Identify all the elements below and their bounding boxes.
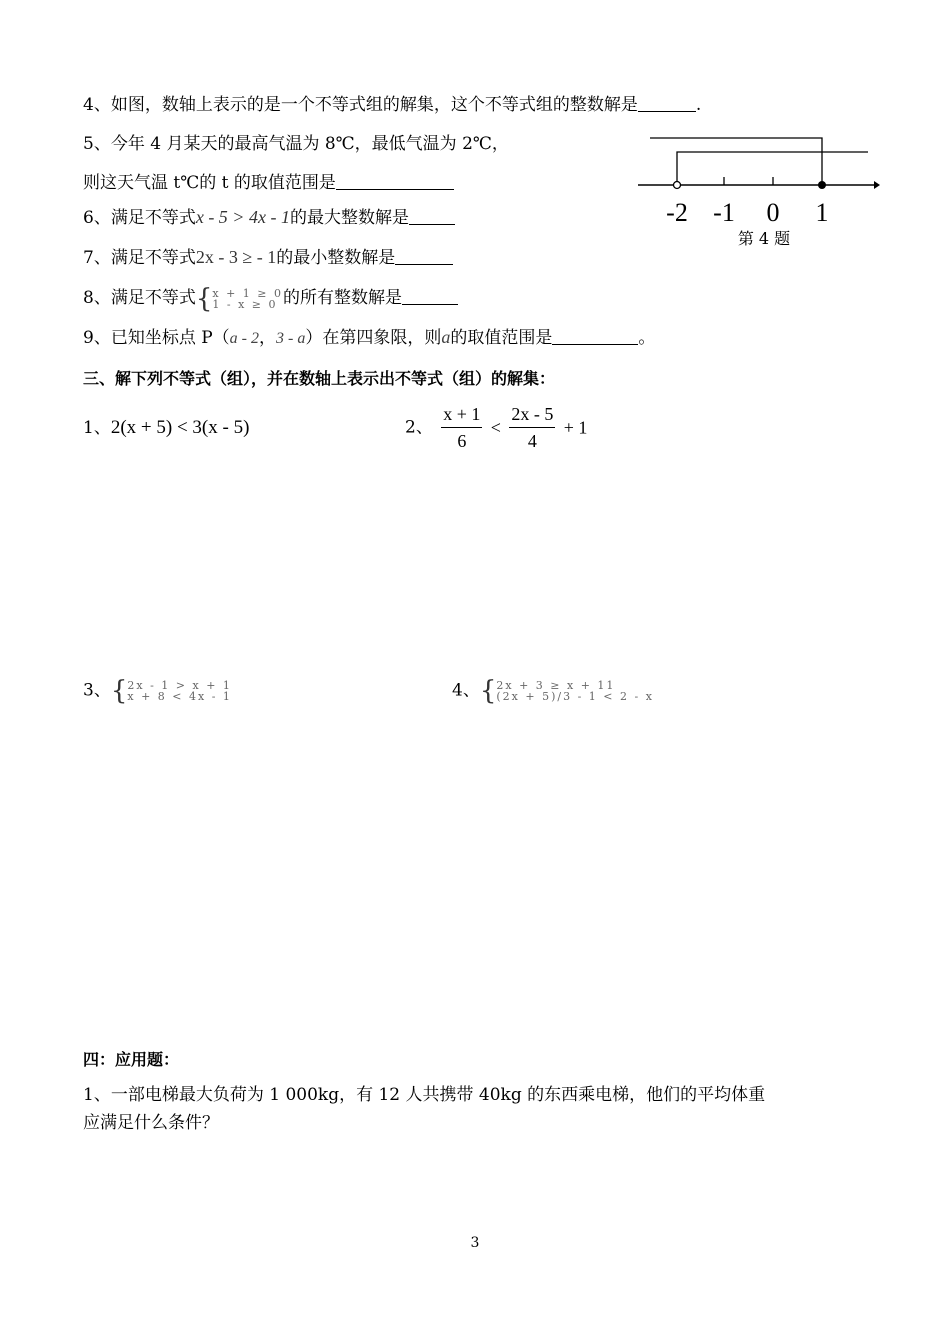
answer-blank bbox=[638, 95, 696, 112]
question-7 bbox=[83, 246, 453, 269]
axis-arrow-icon bbox=[874, 181, 880, 189]
question-5-line1: 5、今年 4 月某天的最高气温为 8℃，最低气温为 2℃， bbox=[83, 134, 509, 154]
question-4 bbox=[83, 94, 701, 116]
question-7-suffix: 的最小整数解是 bbox=[276, 248, 396, 268]
question-5-line2 bbox=[83, 172, 454, 194]
problem-3-row2: x + 8 < 4x - 1 bbox=[127, 689, 232, 703]
question-6-suffix: 的最大整数解是 bbox=[289, 208, 409, 228]
problem-3-row1: 2x - 1 > x + 1 bbox=[127, 678, 232, 692]
brace-icon: { bbox=[110, 675, 128, 706]
fraction-numerator: x + 1 bbox=[441, 404, 482, 428]
tick-label: 1 bbox=[815, 198, 829, 227]
question-9-suffix: 的取值范围是 bbox=[450, 328, 553, 348]
question-7-expression: 2x - 3 ≥ - 1 bbox=[195, 247, 277, 267]
problem-4-system bbox=[479, 675, 654, 706]
fraction-denominator: 4 bbox=[527, 431, 537, 451]
question-9-coord-y: 3 - a bbox=[276, 330, 306, 347]
question-6 bbox=[83, 206, 455, 229]
question-9-variable: a bbox=[441, 327, 451, 347]
answer-blank bbox=[336, 173, 454, 190]
application-question-1-line2: 应满足什么条件？ bbox=[83, 1113, 219, 1133]
question-9-comma: ， bbox=[259, 328, 276, 348]
page-number: 3 bbox=[470, 1235, 480, 1251]
problem-2-fraction-left bbox=[441, 404, 482, 451]
brace-icon: { bbox=[195, 283, 213, 314]
question-8-system bbox=[195, 283, 283, 314]
problem-4-row2: (2x + 5)/3 - 1 < 2 - x bbox=[496, 689, 654, 703]
question-8 bbox=[83, 283, 458, 314]
problem-2-operator: < bbox=[490, 417, 501, 438]
figure-caption: 第 4 题 bbox=[737, 229, 791, 248]
fraction-denominator: 6 bbox=[457, 431, 467, 451]
question-4-text: 4、如图，数轴上表示的是一个不等式组的解集，这个不等式组的整数解是 bbox=[83, 95, 638, 115]
tick-label: 0 bbox=[766, 198, 780, 227]
problem-4 bbox=[452, 675, 654, 706]
question-5-text: 则这天气温 t℃的 t 的取值范围是 bbox=[83, 173, 336, 193]
question-9-prefix: 9、已知坐标点 P（ bbox=[83, 328, 230, 348]
answer-blank bbox=[395, 248, 453, 265]
answer-blank bbox=[552, 328, 638, 345]
question-7-prefix: 7、满足不等式 bbox=[83, 248, 196, 268]
question-4-end: . bbox=[695, 95, 702, 115]
closed-circle-point bbox=[818, 181, 826, 189]
problem-3 bbox=[83, 675, 232, 706]
problem-4-row1: 2x + 3 ≥ x + 11 bbox=[496, 678, 616, 692]
question-8-prefix: 8、满足不等式 bbox=[83, 288, 196, 308]
problem-2-fraction-right bbox=[509, 404, 555, 451]
problem-2-label: 2、 bbox=[405, 417, 433, 438]
solution-bracket-upper bbox=[650, 138, 822, 185]
problem-4-label: 4、 bbox=[452, 680, 480, 701]
tick-label: -2 bbox=[666, 198, 688, 227]
fraction-numerator: 2x - 5 bbox=[509, 404, 555, 428]
question-9-end: 。 bbox=[638, 328, 656, 348]
question-9 bbox=[83, 326, 655, 350]
section-4-heading: 四：应用题： bbox=[83, 1050, 180, 1069]
problem-1-label: 1、 bbox=[83, 418, 111, 438]
problem-1 bbox=[83, 417, 249, 439]
question-8-row1: x + 1 ≥ 0 bbox=[212, 286, 283, 300]
answer-blank bbox=[402, 288, 458, 305]
question-8-suffix: 的所有整数解是 bbox=[283, 288, 402, 308]
section-3-heading: 三、解下列不等式（组），并在数轴上表示出不等式（组）的解集： bbox=[83, 369, 556, 388]
problem-3-label: 3、 bbox=[83, 680, 111, 701]
problem-3-system bbox=[110, 675, 232, 706]
question-6-expression: x - 5 > 4x - 1 bbox=[195, 207, 290, 227]
answer-blank bbox=[409, 208, 455, 225]
question-9-mid: ）在第四象限，则 bbox=[305, 328, 442, 348]
brace-icon: { bbox=[479, 675, 497, 706]
tick-label: -1 bbox=[713, 198, 735, 227]
application-question-1-line1: 1、一部电梯最大负荷为 1 000kg，有 12 人共携带 40kg 的东西乘电梯，他们的平均体重 bbox=[83, 1085, 766, 1105]
problem-2-tail: + 1 bbox=[563, 417, 588, 438]
open-circle-point bbox=[674, 182, 681, 189]
question-8-row2: 1 - x ≥ 0 bbox=[212, 297, 278, 311]
problem-1-expression: 2(x + 5) < 3(x - 5) bbox=[110, 417, 250, 438]
question-6-prefix: 6、满足不等式 bbox=[83, 208, 196, 228]
problem-2 bbox=[405, 404, 587, 451]
question-9-coord-x: a - 2 bbox=[229, 330, 259, 347]
number-line-figure bbox=[630, 128, 880, 253]
